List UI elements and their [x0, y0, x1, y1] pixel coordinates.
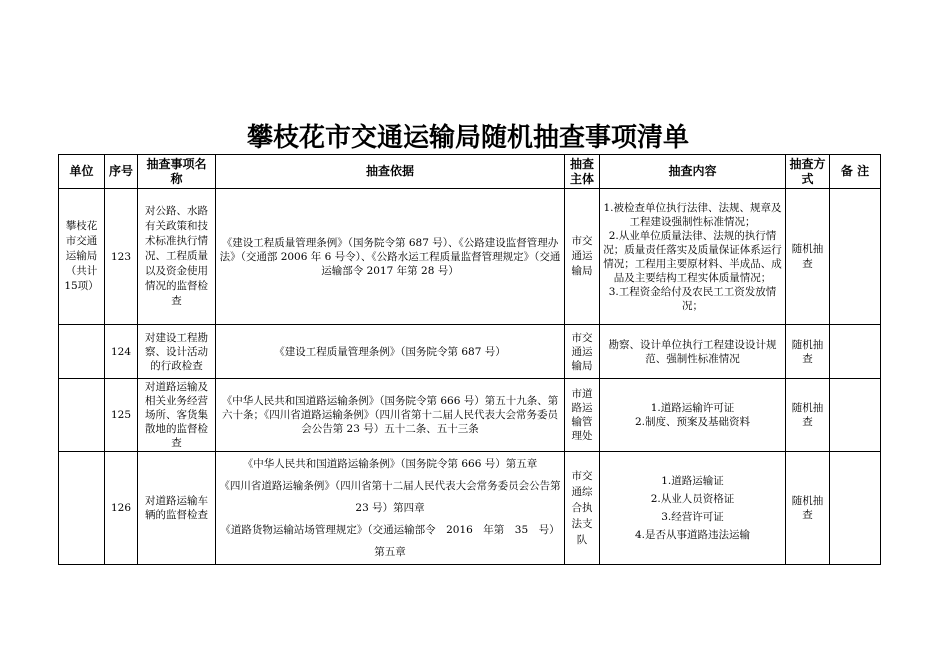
basis-line: 《中华人民共和国道路运输条例》（国务院令第 666 号）第五十九条、第六十条；《四川省道路运输条例》（四川省第十二届人民代表大会常务委员会公告第 23 号）五十二条、五十三条 [221, 395, 559, 435]
content-cell [600, 325, 786, 379]
item-cell: 对公路、水路有关政策和技术标准执行情况、工程质量以及资金使用情况的监督检查 [138, 189, 216, 325]
basis-line: 《建设工程质量管理条例》（国务院令第 687 号）、《公路建设监督管理办法》（交通部 2006 年 6 号令）、《公路水运工程质量监督管理规定》（交通运输部令 2017 年第 28 号） [219, 236, 561, 277]
remark-cell [830, 379, 881, 452]
basis-line: 《建设工程质量管理条例》（国务院令第 687 号） [274, 345, 506, 358]
remark-cell [830, 189, 881, 325]
method-cell: 随机抽查 [786, 189, 830, 325]
method-cell: 随机抽查 [786, 325, 830, 379]
subject-cell: 市交通运输局 [565, 325, 600, 379]
subject-cell: 市交通综合执法支队 [565, 452, 600, 565]
page-title: 攀枝花市交通运输局随机抽查事项清单 [246, 123, 689, 153]
method-cell: 随机抽查 [786, 379, 830, 452]
method-cell: 随机抽查 [786, 452, 830, 565]
item-cell: 对道路运输车辆的监督检查 [138, 452, 216, 565]
basis-line: 《中华人民共和国道路运输条例》（国务院令第 666 号）第五章 [242, 458, 538, 470]
seq-cell: 123 [105, 189, 138, 325]
content-line: 1.被检查单位执行法律、法规、规章及工程建设强制性标准情况； [603, 201, 782, 228]
basis-cell [216, 189, 565, 325]
unit-cell-empty [59, 325, 105, 379]
content-line: 4.是否从事道路违法运输 [634, 529, 751, 541]
basis-cell [216, 452, 565, 565]
table-row [59, 325, 881, 379]
header-basis: 抽查依据 [216, 155, 565, 189]
content-cell [600, 452, 786, 565]
subject-cell: 市交通运输局 [565, 189, 600, 325]
header-subject: 抽查主体 [565, 155, 600, 189]
table-row [59, 452, 881, 565]
unit-cell-empty [59, 379, 105, 452]
seq-cell: 125 [105, 379, 138, 452]
content-cell [600, 189, 786, 325]
content-line: 3.经营许可证 [661, 511, 724, 523]
header-seq: 序号 [105, 155, 138, 189]
seq-cell: 124 [105, 325, 138, 379]
basis-cell [216, 379, 565, 452]
unit-cell-empty [59, 452, 105, 565]
inspection-table [58, 154, 881, 565]
table-row [59, 379, 881, 452]
content-line: 勘察、设计单位执行工程建设设计规范、强制性标准情况 [608, 338, 777, 365]
content-line: 2.制度、预案及基础资料 [634, 416, 751, 428]
item-cell: 对建设工程勘察、设计活动的行政检查 [138, 325, 216, 379]
header-content: 抽查内容 [600, 155, 786, 189]
content-line: 1.道路运输许可证 [650, 402, 735, 414]
content-cell [600, 379, 786, 452]
header-unit: 单位 [59, 155, 105, 189]
remark-cell [830, 452, 881, 565]
content-line: 3.工程资金给付及农民工工资发放情况； [608, 285, 777, 312]
unit-cell: 攀枝花市交通运输局（共计15项） [59, 189, 105, 325]
header-remark: 备 注 [830, 155, 881, 189]
header-method: 抽查方式 [786, 155, 830, 189]
content-line: 2.从业单位质量法律、法规的执行情况；质量责任落实及质量保证体系运行情况；工程用主要原材料、半成品、成品及主要结构工程实体质量情况； [603, 229, 782, 284]
header-row [59, 155, 881, 189]
header-item: 抽查事项名称 [138, 155, 216, 189]
item-cell: 对道路运输及相关业务经营场所、客货集散地的监督检查 [138, 379, 216, 452]
subject-cell: 市道路运输管理处 [565, 379, 600, 452]
seq-cell: 126 [105, 452, 138, 565]
basis-line: 《道路货物运输站场管理规定》（交通运输部令 2016 年第 35 号）第五章 [220, 524, 560, 558]
basis-cell [216, 325, 565, 379]
remark-cell [830, 325, 881, 379]
content-line: 1.道路运输证 [661, 475, 724, 487]
content-line: 2.从业人员资格证 [650, 493, 735, 505]
basis-line: 《四川省道路运输条例》（四川省第十二届人民代表大会常务委员会公告第 23 号）第四章 [219, 480, 561, 514]
table-row [59, 189, 881, 325]
